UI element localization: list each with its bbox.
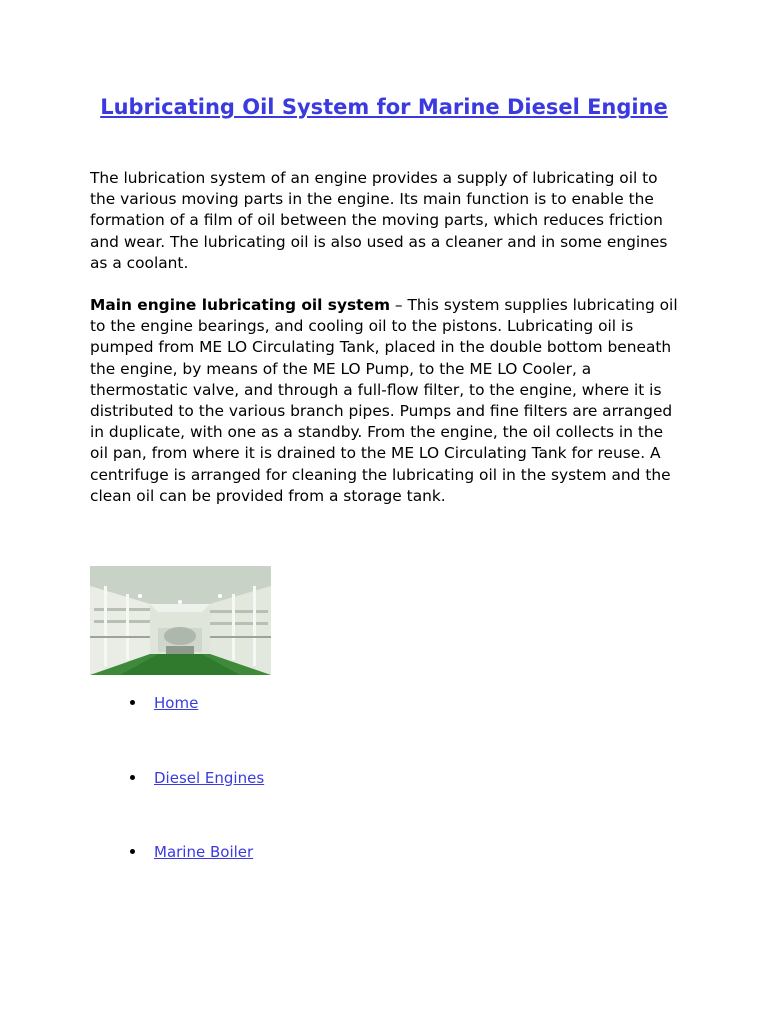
- bullet-icon: [130, 775, 135, 780]
- engine-room-photo: [90, 566, 271, 675]
- page-title[interactable]: Lubricating Oil System for Marine Diesel Engine: [100, 95, 668, 119]
- engine-room-illustration: [90, 566, 271, 675]
- paragraph-body: – This system supplies lubricating oil to the engine bearings, and cooling oil to the pistons. Lubricating oil is pumped from ME LO Circulating Tank, placed in the double bottom beneath the engine, by means of the ME LO Pump, to the ME LO Cooler, a thermostatic valve, and through a full-flow filter, to the engine, where it is distributed to the various branch pipes. Pumps and fine filters are arranged in duplicate, with one as a standby. From the engine, the oil collects in the oil pan, from where it is drained to the ME LO Circulating Tank for reuse. A centrifuge is arranged for cleaning the lubricating oil in the system and the clean oil can be provided from a storage tank.: [90, 296, 678, 505]
- nav-link-home[interactable]: Home: [154, 694, 199, 712]
- main-system-paragraph: [90, 295, 682, 507]
- paragraph-lead-bold: Main engine lubricating oil system: [90, 296, 390, 314]
- nav-link-marine-boiler[interactable]: Marine Boiler: [154, 843, 254, 861]
- nav-link-diesel-engines[interactable]: Diesel Engines: [154, 768, 265, 787]
- bullet-icon: [130, 849, 135, 854]
- intro-paragraph: The lubrication system of an engine provides a supply of lubricating oil to the various moving parts in the engine. Its main function is to enable the formation of a film of oil between the moving parts, which reduces friction and wear. The lubricating oil is also used as a cleaner and in some engines as a coolant.: [90, 169, 668, 272]
- bullet-icon: [130, 700, 135, 705]
